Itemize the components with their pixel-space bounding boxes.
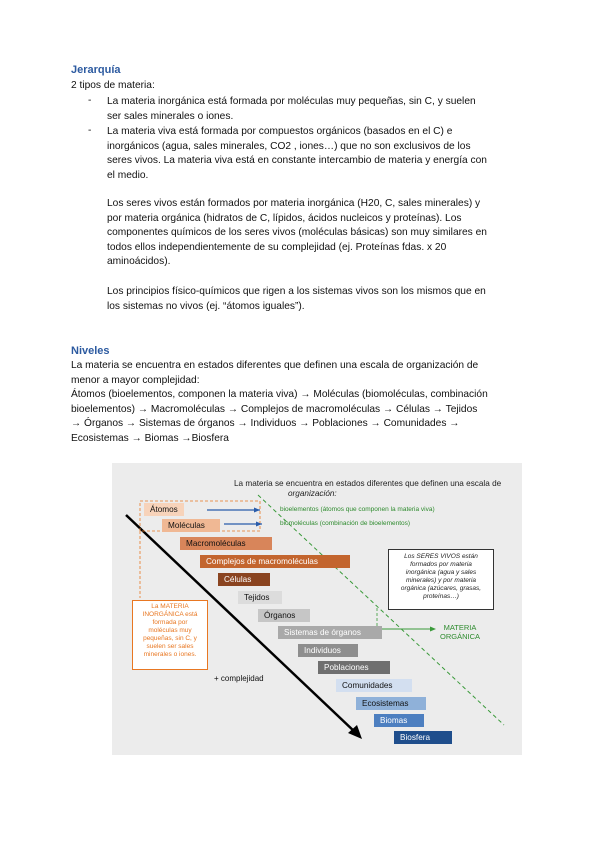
note-line: inorgánica (agua y sales bbox=[405, 569, 477, 576]
organic-matter-label bbox=[440, 623, 480, 641]
text-line: Los principios físico-químicos que rigen a los sistemas vivos son los mismos que en bbox=[107, 286, 486, 297]
bullet-dash: - bbox=[88, 95, 92, 106]
text-line: componentes químicos de los seres vivos (moléculas básicas) son muy similares en bbox=[107, 227, 487, 238]
level-bar: Sistemas de órganos bbox=[278, 626, 382, 639]
label-line: MATERIA bbox=[443, 623, 477, 632]
paragraph-principles bbox=[107, 285, 527, 314]
text-line: La materia viva está formada por compuestos orgánicos (basados en el C) e bbox=[107, 126, 453, 137]
level-bar: Individuos bbox=[298, 644, 358, 657]
organization-levels-figure bbox=[112, 463, 522, 755]
text-line: los sistemas no vivos (ej. “átomos iguales”). bbox=[107, 300, 305, 312]
bullet-inorganic bbox=[107, 95, 527, 124]
figure-title-line1: La materia se encuentra en estados diferentes que definen una escala de bbox=[234, 479, 502, 488]
paragraph-composition bbox=[107, 197, 527, 270]
note-line: pequeñas, sin C, y bbox=[143, 635, 197, 642]
bioelementos-caption: bioelementos (átomos que componen la materia viva) bbox=[280, 506, 435, 513]
text-line: La materia inorgánica está formada por moléculas muy pequeñas, sin C, y suelen bbox=[107, 96, 476, 107]
text-line: bioelementos) → Macromoléculas → Complejos de macromoléculas → Células → Tejidos bbox=[71, 403, 478, 415]
note-line: minerales) y por materia bbox=[405, 577, 477, 584]
text-line: todos ellos independientemente de su complejidad (ej. Proteínas fdas. x 20 bbox=[107, 241, 447, 253]
bullet-living bbox=[107, 125, 527, 183]
level-bar: Moléculas bbox=[162, 519, 220, 532]
section-heading-jerarquia: Jerarquía bbox=[71, 64, 121, 76]
note-line: formada por bbox=[152, 619, 188, 626]
text-line: el medio. bbox=[107, 169, 149, 181]
level-bar: Tejidos bbox=[238, 591, 282, 604]
living-beings-note bbox=[388, 549, 494, 610]
level-bar: Biosfera bbox=[394, 731, 452, 744]
text-line: inorgánicos (agua, sales minerales, CO2 , iones…) que no son exclusivos de los bbox=[107, 140, 471, 152]
text-line: por materia orgánica (hidratos de C, lípidos, ácidos nucleicos y proteínas). Los bbox=[107, 212, 462, 224]
level-bar: Átomos bbox=[144, 503, 184, 516]
note-line: Los SERES VIVOS están bbox=[404, 553, 478, 560]
note-line: orgánica (azúcares, grasas, bbox=[400, 585, 482, 592]
level-bar: Ecosistemas bbox=[356, 697, 426, 710]
complexity-label: + complejidad bbox=[214, 674, 264, 683]
text-line: Átomos (bioelementos, componen la materia viva) → Moléculas (biomoléculas, combinación bbox=[71, 389, 488, 400]
level-bar: Complejos de macromoléculas bbox=[200, 555, 350, 568]
note-line: minerales o iones. bbox=[143, 651, 197, 658]
level-bar: Células bbox=[218, 573, 270, 586]
level-bar: Biomas bbox=[374, 714, 424, 727]
text-line: ser sales minerales o iones. bbox=[107, 110, 234, 122]
note-line: proteínas…) bbox=[423, 593, 459, 600]
inorganic-matter-note bbox=[132, 600, 208, 670]
text-line: Los seres vivos están formados por materia inorgánica (H20, C, sales minerales) y bbox=[107, 198, 481, 209]
text-line: → Órganos → Sistemas de órganos → Individuos → Poblaciones → Comunidades → bbox=[71, 418, 460, 429]
bullet-dash: - bbox=[88, 125, 92, 136]
level-bar: Comunidades bbox=[336, 679, 412, 692]
intro-text: 2 tipos de materia: bbox=[71, 80, 155, 91]
figure-title-line2: organización: bbox=[288, 489, 337, 498]
text-line: aminoácidos). bbox=[107, 256, 171, 267]
text-line: La materia se encuentra en estados diferentes que definen una escala de organización de bbox=[71, 360, 479, 371]
paragraph-levels bbox=[71, 359, 527, 446]
note-line: formados por materia bbox=[410, 561, 472, 568]
level-bar: Macromoléculas bbox=[180, 537, 272, 550]
text-line: seres vivos. La materia viva está en constante intercambio de materia y energía con bbox=[107, 155, 487, 166]
note-line: INORGÁNICA está bbox=[142, 611, 198, 618]
note-line: suelen ser sales bbox=[146, 643, 194, 650]
level-bar: Órganos bbox=[258, 609, 310, 622]
text-line: Ecosistemas → Biomas →Biosfera bbox=[71, 432, 229, 444]
note-line: La MATERIA bbox=[151, 603, 189, 610]
level-bar: Poblaciones bbox=[318, 661, 390, 674]
biomoleculas-caption: biomoléculas (combinación de bioelementos) bbox=[280, 520, 411, 527]
text-line: menor a mayor complejidad: bbox=[71, 374, 200, 386]
section-heading-niveles: Niveles bbox=[71, 345, 110, 357]
label-line: ORGÁNICA bbox=[440, 632, 481, 641]
note-line: moléculas muy bbox=[148, 627, 192, 634]
